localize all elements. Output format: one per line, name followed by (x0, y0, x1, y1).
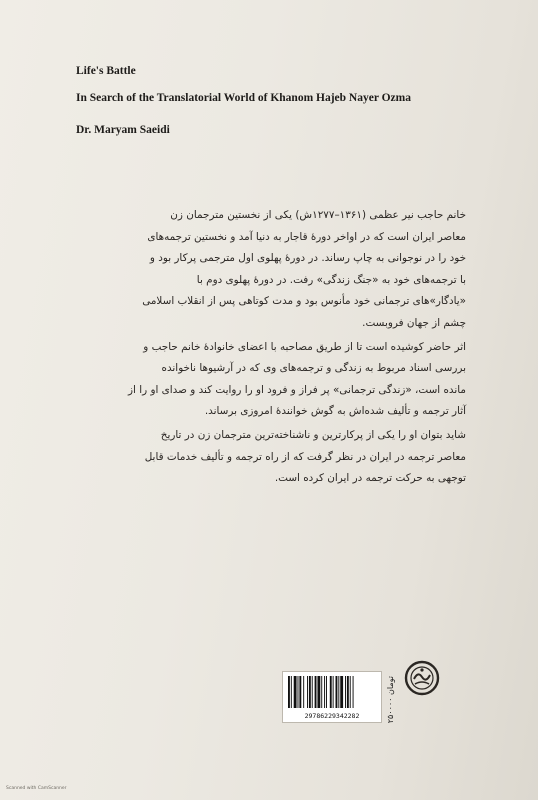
blurb-line: خود را در نوجوانی به چاپ رساند. در دورهٔ پهلوی اول مترجمی پرکار بود و (149, 252, 466, 265)
price-label: ۲۵۰۰۰۰ تومان (386, 676, 395, 724)
blurb-line: بررسی اسناد مربوط به زندگی و ترجمه‌های وی که در آرشیوها ناخوانده (161, 362, 466, 375)
blurb-line: توجهی به حرکت ترجمه در ایران کرده است. (274, 472, 466, 485)
blurb-line: چشم از جهان فروبست. (362, 316, 466, 329)
publisher-logo-icon (404, 660, 440, 696)
english-subtitle: In Search of the Translatorial World of Khanom Hajeb Nayer Ozma (76, 92, 411, 104)
scanner-watermark: Scanned with CamScanner (6, 786, 67, 791)
blurb-line: معاصر ایران است که در اواخر دورهٔ قاجار به دنیا آمد و نخستین ترجمه‌های (147, 230, 466, 243)
persian-blurb (76, 205, 466, 492)
english-title: Life's Battle (76, 65, 136, 77)
blurb-line: معاصر ترجمه در ایران در نظر گرفت که از راه ترجمه و تألیف خدمات قابل (144, 450, 466, 463)
blurb-paragraph-2 (76, 337, 466, 423)
blurb-line: آثار ترجمه و تألیف شده‌اش به گوش خوانندهٔ امروزی برساند. (204, 405, 466, 418)
blurb-line: خانم حاجب نیر عظمی (۱۳۶۱–۱۲۷۷ش) یکی از نخستین مترجمان زن (170, 209, 466, 221)
barcode-bars-icon (288, 676, 376, 708)
blurb-line: اثر حاضر کوشیده است تا از طریق مصاحبه با اعضای خانوادهٔ خانم حاجب و (143, 340, 466, 353)
blurb-line: شاید بتوان او را یکی از پرکارترین و ناشناخته‌ترین مترجمان زن در تاریخ (160, 428, 466, 441)
blurb-line: «یادگار»های ترجمانی خود مأنوس بود و مدت کوتاهی پس از انقلاب اسلامی (142, 295, 466, 308)
blurb-line: با ترجمه‌های خود به «جنگ زندگی» رفت. در دورهٔ پهلوی دوم با (196, 273, 466, 286)
isbn-number: 29786229342282 (304, 712, 360, 720)
barcode (282, 671, 382, 723)
blurb-line: مانده است، «زندگی ترجمانی» پر فراز و فرود او را روایت کند و صدای او را از (128, 383, 466, 396)
blurb-paragraph-3 (76, 425, 466, 490)
blurb-paragraph-1 (76, 205, 466, 335)
english-author: Dr. Maryam Saeidi (76, 124, 170, 136)
